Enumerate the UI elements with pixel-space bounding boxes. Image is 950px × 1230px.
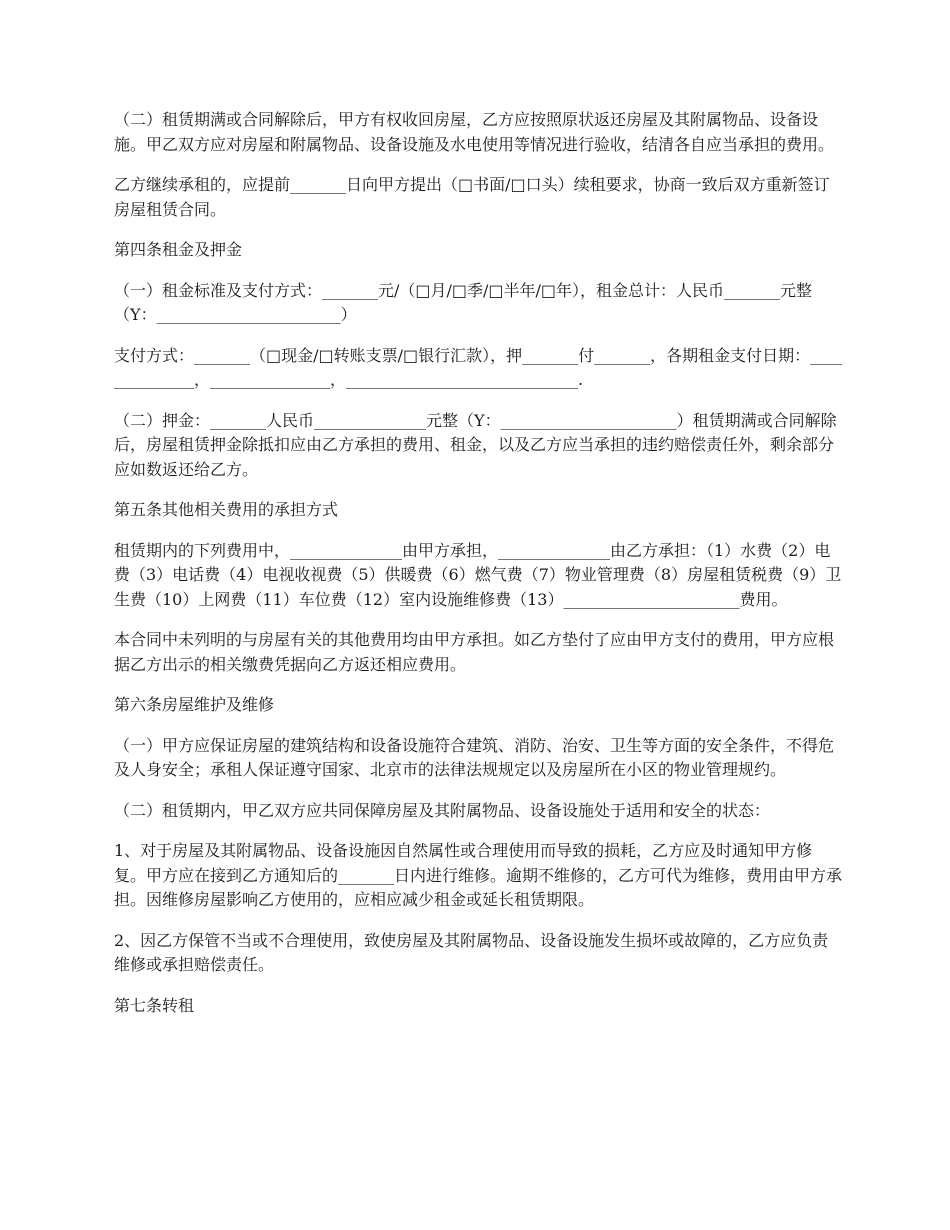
clause-paragraph-rent-standard: （一）租金标准及支付方式：_______元/（□月/□季/□半年/□年），租金总计：人民币_______元整（Y：_______________________） xyxy=(114,280,813,324)
clause-paragraph-payment-method: 支付方式：_______（□现金/□转账支票/□银行汇款），押_______付_______，各期租金支付日期：______________，_______________，_____________________________. xyxy=(114,345,843,389)
clause-paragraph-repair-notice: 1、对于房屋及其附属物品、设备设施因自然属性或合理使用而导致的损耗，乙方应及时通知甲方修复。甲方应在接到乙方通知后的_______日内进行维修。逾期不维修的，乙方可代为维修，费用由甲方承担。因维修房屋影响乙方使用的，应相应减少租金或延长租赁期限。 xyxy=(114,841,843,909)
clause-paragraph-fee-list: 租赁期内的下列费用中，______________由甲方承担，______________由乙方承担：（1）水费（2）电费（3）电话费（4）电视收视费（5）供暖费（6）燃气费（7）物业管理费（8）房屋租赁税费（9）卫生费（10）上网费（11）车位费（12）室内设施维修费（13）______________________费用。 xyxy=(114,540,842,609)
clause-paragraph-deposit: （二）押金：_______人民币______________元整（Y：______________________）租赁期满或合同解除后，房屋租赁押金除抵扣应由乙方承担的费用、租金，以及乙方应当承担的违约赔偿责任外，剩余部分应如数返还给乙方。 xyxy=(114,410,837,479)
clause-paragraph-joint-guarantee: （二）租赁期内，甲乙双方应共同保障房屋及其附属物品、设备设施处于适用和安全的状态： xyxy=(114,800,771,820)
section-heading-maintenance: 第六条房屋维护及维修 xyxy=(114,695,275,714)
clause-paragraph-unlisted-fees: 本合同中未列明的与房屋有关的其他费用均由甲方承担。如乙方垫付了应由甲方支付的费用，甲方应根据乙方出示的相关缴费凭据向乙方返还相应费用。 xyxy=(114,630,835,674)
clause-paragraph-restitution: （二）租赁期满或合同解除后，甲方有权收回房屋，乙方应按照原状返还房屋及其附属物品、设备设施。甲乙双方应对房屋和附属物品、设备设施及水电使用等情况进行验收，结清各自应当承担的费用。 xyxy=(114,110,835,154)
clause-paragraph-damage-liability: 2、因乙方保管不当或不合理使用，致使房屋及其附属物品、设备设施发生损坏或故障的，乙方应负责维修或承担赔偿责任。 xyxy=(114,930,829,974)
section-heading-sublease: 第七条转租 xyxy=(114,995,195,1015)
document-page xyxy=(114,108,844,1034)
section-heading-other-fees: 第五条其他相关费用的承担方式 xyxy=(114,500,339,519)
section-heading-rent-deposit: 第四条租金及押金 xyxy=(114,240,243,259)
clause-paragraph-safety: （一）甲方应保证房屋的建筑结构和设备设施符合建筑、消防、治安、卫生等方面的安全条件，不得危及人身安全；承租人保证遵守国家、北京市的法律法规规定以及房屋所在小区的物业管理规约。 xyxy=(114,735,835,779)
clause-paragraph-renewal: 乙方继续承租的，应提前_______日向甲方提出（□书面/□口头）续租要求，协商一致后双方重新签订房屋租赁合同。 xyxy=(114,175,830,219)
